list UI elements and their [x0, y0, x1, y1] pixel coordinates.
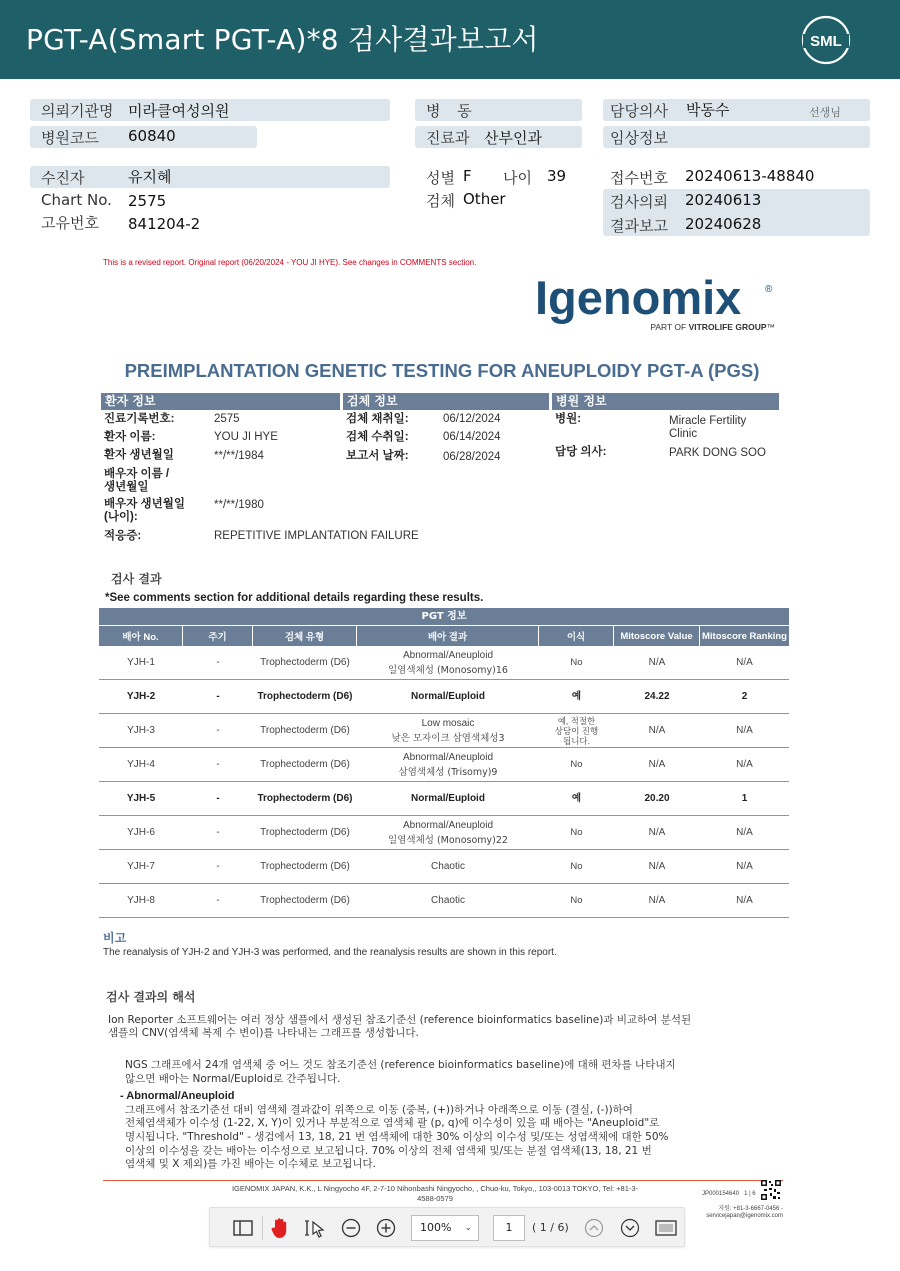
- footer-contact-phone: 지원: +81-3-6667-0456 -: [718, 1206, 783, 1212]
- mitoscore-value-cell: 20.20: [644, 793, 670, 804]
- hand-icon: [270, 1217, 290, 1239]
- dob-value: **/**/1984: [214, 450, 264, 462]
- table-body: [99, 646, 789, 918]
- col-embryo-no: 배아 No.: [99, 626, 183, 646]
- mitoscore-ranking-cell: N/A: [736, 895, 753, 906]
- footer-address-line1: IGENOMIX JAPAN, K.K., L Ningyocho 4F, 2-7-10 Nihonbashi Ningyocho, , Chuo-ku, Tokyo,, 103-0013 TOKYO, Tel: +81-3-: [231, 1184, 639, 1193]
- specimen-type-cell: Trophectoderm (D6): [260, 725, 350, 736]
- embryo-result-cell: [357, 782, 539, 815]
- specimen-type-cell: Trophectoderm (D6): [260, 759, 350, 770]
- transfer-cell: No: [570, 657, 583, 668]
- footer-divider: [103, 1180, 783, 1181]
- embryo-result-cell: [357, 748, 539, 781]
- toolbar-separator: [262, 1216, 263, 1240]
- mitoscore-value-cell: N/A: [648, 861, 666, 872]
- previous-page-button[interactable]: [583, 1217, 605, 1239]
- spouse-dob-label-1: 배우자 생년월일: [104, 498, 185, 510]
- transfer-cell: No: [570, 827, 583, 838]
- hospital-section-header: 병원 정보: [552, 393, 779, 410]
- sidebar-toggle-button[interactable]: [232, 1217, 254, 1239]
- col-specimen-type: 검체 유형: [253, 626, 357, 646]
- embryo-result-cell: [357, 816, 539, 849]
- footer-address-line2: 4588-0579: [417, 1194, 453, 1203]
- hospital-code-label: 병원코드: [41, 129, 99, 147]
- cycle-cell: -: [216, 759, 220, 770]
- indication-label: 적응증:: [104, 530, 142, 542]
- unique-label: 고유번호: [41, 214, 99, 232]
- sidebar-icon: [233, 1220, 253, 1236]
- embryo-no-cell: YJH-6: [127, 827, 155, 838]
- spouse-dob-value: **/**/1980: [214, 499, 264, 511]
- zoom-value: 100%: [420, 1221, 452, 1234]
- cycle-cell: -: [216, 657, 220, 668]
- name-label: 환자 이름:: [104, 431, 156, 443]
- see-comments-note: *See comments section for additional details regarding these results.: [105, 592, 484, 604]
- hand-tool-button[interactable]: [268, 1217, 292, 1239]
- transfer-cell: No: [570, 895, 583, 906]
- dept-value: 산부인과: [484, 129, 542, 147]
- record-value: 2575: [214, 413, 240, 425]
- embryo-result-line1: Low mosaic: [421, 717, 475, 729]
- presentation-icon: [655, 1219, 677, 1237]
- table-row: [99, 680, 789, 714]
- institution-value: 미라클여성의원: [128, 102, 230, 120]
- embryo-no-cell: YJH-8: [127, 895, 155, 906]
- patient-section-header: 환자 정보: [101, 393, 340, 410]
- results-heading: 검사 결과: [111, 572, 162, 586]
- sex-label: 성별: [426, 169, 455, 187]
- embryo-result-line1: Abnormal/Aneuploid: [402, 819, 494, 831]
- table-row: [99, 714, 789, 748]
- interp-p1-line1: Ion Reporter 소프트웨어는 여러 정상 샘플에서 생성된 참조기준선 (reference bioinformatics baseline)과 비교하여 분석된: [108, 1014, 692, 1026]
- mitoscore-ranking-cell: 1: [741, 793, 748, 804]
- mitoscore-ranking-cell: N/A: [736, 827, 753, 838]
- embryo-result-cell: [357, 680, 539, 713]
- cycle-cell: -: [216, 793, 220, 804]
- embryo-result-line2: 삼염색체성 (Trisomy)9: [398, 766, 498, 778]
- indication-value: REPETITIVE IMPLANTATION FAILURE: [214, 530, 419, 542]
- table-row: [99, 646, 789, 680]
- footer-code: JP000154640 1 | 6: [702, 1191, 756, 1197]
- footer-contact: [705, 1206, 783, 1220]
- interp-p2-line2: 않으면 배아는 Normal/Euploid로 간주됩니다.: [125, 1073, 341, 1085]
- patient-value: 유지혜: [128, 168, 172, 186]
- specimen-type-cell: Trophectoderm (D6): [260, 657, 350, 668]
- transfer-cell: 예: [571, 793, 582, 804]
- embryo-result-line1: Chaotic: [431, 861, 465, 872]
- interp-p2-line1: NGS 그래프에서 24개 염색체 중 어느 것도 참조기준선 (reference bioinformatics baseline)에 대해 편차를 나타내지: [125, 1059, 676, 1071]
- doctor-value: 박동수: [686, 101, 730, 119]
- receipt-value: 20240613-48840: [685, 167, 815, 185]
- embryo-no-cell: YJH-1: [127, 657, 155, 668]
- unique-value: 841204-2: [128, 215, 201, 233]
- qr-code-icon: [761, 1180, 781, 1200]
- receipt-label: 접수번호: [610, 169, 668, 187]
- page-number-input[interactable]: 1: [493, 1215, 525, 1241]
- transfer-cell: No: [570, 759, 583, 770]
- mitoscore-value-cell: N/A: [648, 759, 666, 770]
- pdf-toolbar: [209, 1207, 685, 1247]
- embryo-no-cell: YJH-5: [126, 793, 156, 804]
- mitoscore-value-cell: N/A: [648, 895, 666, 906]
- embryo-no-cell: YJH-2: [126, 691, 156, 702]
- spouse-dob-label-2: (나이):: [104, 511, 138, 523]
- table-header-row: [99, 626, 789, 646]
- mitoscore-ranking-cell: 2: [741, 691, 748, 702]
- embryo-result-cell: [357, 646, 539, 679]
- cycle-cell: -: [216, 827, 220, 838]
- spouse-name-label-2: 생년월일: [104, 481, 149, 493]
- transfer-cell: 예: [571, 691, 582, 702]
- report-date-value: 20240628: [685, 215, 762, 233]
- request-value: 20240613: [685, 191, 762, 209]
- specimen-type-cell: Trophectoderm (D6): [257, 793, 353, 804]
- collected-label: 검체 채취일:: [346, 413, 409, 425]
- embryo-no-cell: YJH-3: [127, 725, 155, 736]
- institution-label: 의뢰기관명: [41, 102, 114, 120]
- doctor-suffix: 선생님: [809, 106, 841, 119]
- hospital-label: 병원:: [555, 413, 582, 425]
- chevron-down-icon: ⌄: [464, 1223, 472, 1233]
- specimen-label: 검체: [426, 192, 455, 210]
- select-text-icon: [305, 1218, 327, 1238]
- patient-label: 수진자: [41, 169, 85, 187]
- mitoscore-ranking-cell: N/A: [736, 725, 753, 736]
- zoom-out-button[interactable]: [339, 1217, 363, 1239]
- specimen-type-cell: Trophectoderm (D6): [260, 895, 350, 906]
- presentation-mode-button[interactable]: [654, 1217, 678, 1239]
- interp-p1-line2: 샘플의 CNV(염색체 복제 수 변이)를 나타내는 그래프를 생성합니다.: [108, 1027, 419, 1039]
- footer-contact-email: servicejapan@igenomix.com: [706, 1213, 783, 1219]
- pgt-results-table: [99, 608, 789, 918]
- embryo-no-cell: YJH-7: [127, 861, 155, 872]
- interp-p3-line4: 이상의 이수성을 갖는 배아는 이수성으로 보고됩니다. 70% 이상의 전체 염색체 및/또는 분절 염색체(13, 18, 21 번: [125, 1145, 652, 1157]
- report-header: [0, 0, 900, 79]
- age-value: 39: [547, 167, 567, 185]
- col-transfer: 이식: [539, 626, 614, 646]
- record-label: 진료기록번호:: [104, 413, 175, 425]
- embryo-result-line2: 일염색체성 (Monosomy)16: [388, 664, 508, 676]
- mitoscore-value-cell: N/A: [648, 827, 666, 838]
- age-label: 나이: [503, 169, 532, 187]
- request-label: 검사의뢰: [610, 193, 668, 211]
- cycle-cell: -: [216, 895, 220, 906]
- interp-p3-line2: 전체염색체가 이수성 (1-22, X, Y)이 있거나 부분적으로 염색체 팔 (p, q)에 이수성이 있을 때 배아는 "Aneuploid"로: [125, 1117, 660, 1129]
- table-row: [99, 782, 789, 816]
- cycle-cell: -: [216, 861, 220, 872]
- cycle-cell: -: [216, 691, 220, 702]
- hospital-code-value: 60840: [128, 127, 176, 145]
- specimen-value: Other: [463, 190, 506, 208]
- clinical-label: 임상정보: [610, 129, 668, 147]
- chevron-up-icon: [584, 1218, 604, 1238]
- interp-p3-line5: 염색체 및 X 제외)를 가진 배아는 이수체로 보고됩니다.: [125, 1158, 376, 1170]
- report-main-title: PREIMPLANTATION GENETIC TESTING FOR ANEUPLOIDY PGT-A (PGS): [124, 360, 760, 381]
- specimen-type-cell: Trophectoderm (D6): [260, 827, 350, 838]
- report-date-label: 결과보고: [610, 217, 668, 235]
- report-date-value-2: 06/28/2024: [443, 451, 501, 463]
- table-title: PGT 정보: [99, 608, 789, 626]
- physician-value: PARK DONG SOO: [669, 447, 766, 459]
- svg-text:SML: SML: [810, 33, 842, 50]
- embryo-result-cell: [357, 884, 539, 917]
- remarks-heading: 비고: [103, 931, 127, 945]
- embryo-result-line1: Abnormal/Aneuploid: [402, 751, 494, 763]
- embryo-result-line1: Normal/Euploid: [411, 691, 485, 702]
- revised-note: This is a revised report. Original report (06/20/2024 - YOU JI HYE). See changes in COMMENTS section.: [103, 258, 477, 267]
- physician-label: 담당 의사:: [555, 446, 607, 458]
- footer-address: [200, 1184, 670, 1204]
- mitoscore-value-cell: N/A: [648, 657, 666, 668]
- col-mitoscore-value: Mitoscore Value: [614, 626, 700, 646]
- table-row: [99, 884, 789, 918]
- report-title: PGT-A(Smart PGT-A)*8 검사결과보고서: [26, 23, 539, 56]
- zoom-in-button[interactable]: [374, 1217, 398, 1239]
- embryo-result-line2: 낮은 모자이크 삼염색체성3: [391, 732, 505, 744]
- hospital-value-2: Clinic: [669, 428, 698, 440]
- spouse-name-label-1: 배우자 이름 /: [104, 468, 170, 480]
- dob-label: 환자 생년월일: [104, 449, 174, 461]
- name-value: YOU JI HYE: [214, 431, 278, 443]
- mitoscore-value-cell: 24.22: [644, 691, 670, 702]
- abnormal-heading: - Abnormal/Aneuploid: [120, 1090, 235, 1102]
- col-embryo-result: 배아 결과: [357, 626, 539, 646]
- sex-value: F: [463, 167, 472, 185]
- interp-p3-line1: 그래프에서 참조기준선 대비 염색체 결과값이 위쪽으로 이동 (중복, (+))하거나 아래쪽으로 이동 (결실, (-))하여: [125, 1104, 633, 1116]
- chevron-down-circle-icon: [620, 1218, 640, 1238]
- embryo-result-cell: [357, 714, 539, 747]
- igenomix-wordmark: Igenomix: [535, 271, 742, 324]
- mitoscore-ranking-cell: N/A: [736, 861, 753, 872]
- hospital-value-1: Miracle Fertility: [669, 415, 747, 427]
- specimen-type-cell: Trophectoderm (D6): [260, 861, 350, 872]
- transfer-cell: 예, 적절한 상담이 진행됩니다.: [554, 715, 599, 746]
- remarks-text: The reanalysis of YJH-2 and YJH-3 was performed, and the reanalysis results are shown in this report.: [103, 947, 557, 958]
- specimen-section-header: 검체 정보: [343, 393, 549, 410]
- igenomix-subline: PART OF VITROLIFE GROUP™: [650, 322, 775, 332]
- igenomix-reg: ®: [765, 284, 773, 295]
- chart-label: Chart No.: [41, 191, 112, 209]
- chart-value: 2575: [128, 192, 167, 210]
- embryo-result-line1: Chaotic: [431, 895, 465, 906]
- dept-label: 진료과: [426, 129, 470, 147]
- received-value: 06/14/2024: [443, 431, 501, 443]
- collected-value: 06/12/2024: [443, 413, 501, 425]
- next-page-button[interactable]: [619, 1217, 641, 1239]
- zoom-in-icon: [376, 1218, 396, 1238]
- sml-logo: [800, 14, 852, 66]
- embryo-result-line2: 일염색체성 (Monosomy)22: [388, 834, 508, 846]
- received-label: 검체 수취일:: [346, 431, 409, 443]
- zoom-select[interactable]: [411, 1215, 479, 1241]
- interpretation-heading: 검사 결과의 해석: [106, 990, 196, 1004]
- transfer-cell: No: [570, 861, 583, 872]
- col-mitoscore-ranking: Mitoscore Ranking: [702, 630, 787, 642]
- embryo-result-line1: Abnormal/Aneuploid: [402, 649, 494, 661]
- cycle-cell: -: [216, 725, 220, 736]
- ward-label: 병 동: [426, 102, 478, 120]
- doctor-label: 담당의사: [610, 102, 668, 120]
- col-cycle: 주기: [183, 626, 253, 646]
- igenomix-logo: [535, 270, 785, 336]
- interp-p3-line3: 명시됩니다. "Threshold" - 생검에서 13, 18, 21 번 염색체에 대한 30% 이상의 이수성 및/또는 성염색체에 대한 50%: [125, 1131, 669, 1143]
- select-tool-button[interactable]: [304, 1217, 328, 1239]
- specimen-type-cell: Trophectoderm (D6): [257, 691, 353, 702]
- table-row: [99, 748, 789, 782]
- embryo-no-cell: YJH-4: [127, 759, 155, 770]
- page-count: ( 1 / 6): [532, 1221, 569, 1234]
- mitoscore-ranking-cell: N/A: [736, 759, 753, 770]
- mitoscore-value-cell: N/A: [648, 725, 666, 736]
- mitoscore-ranking-cell: N/A: [736, 657, 753, 668]
- embryo-result-line1: Normal/Euploid: [411, 793, 485, 804]
- table-row: [99, 816, 789, 850]
- embryo-result-cell: [357, 850, 539, 883]
- zoom-out-icon: [341, 1218, 361, 1238]
- table-row: [99, 850, 789, 884]
- report-date-label-2: 보고서 날짜:: [346, 450, 409, 462]
